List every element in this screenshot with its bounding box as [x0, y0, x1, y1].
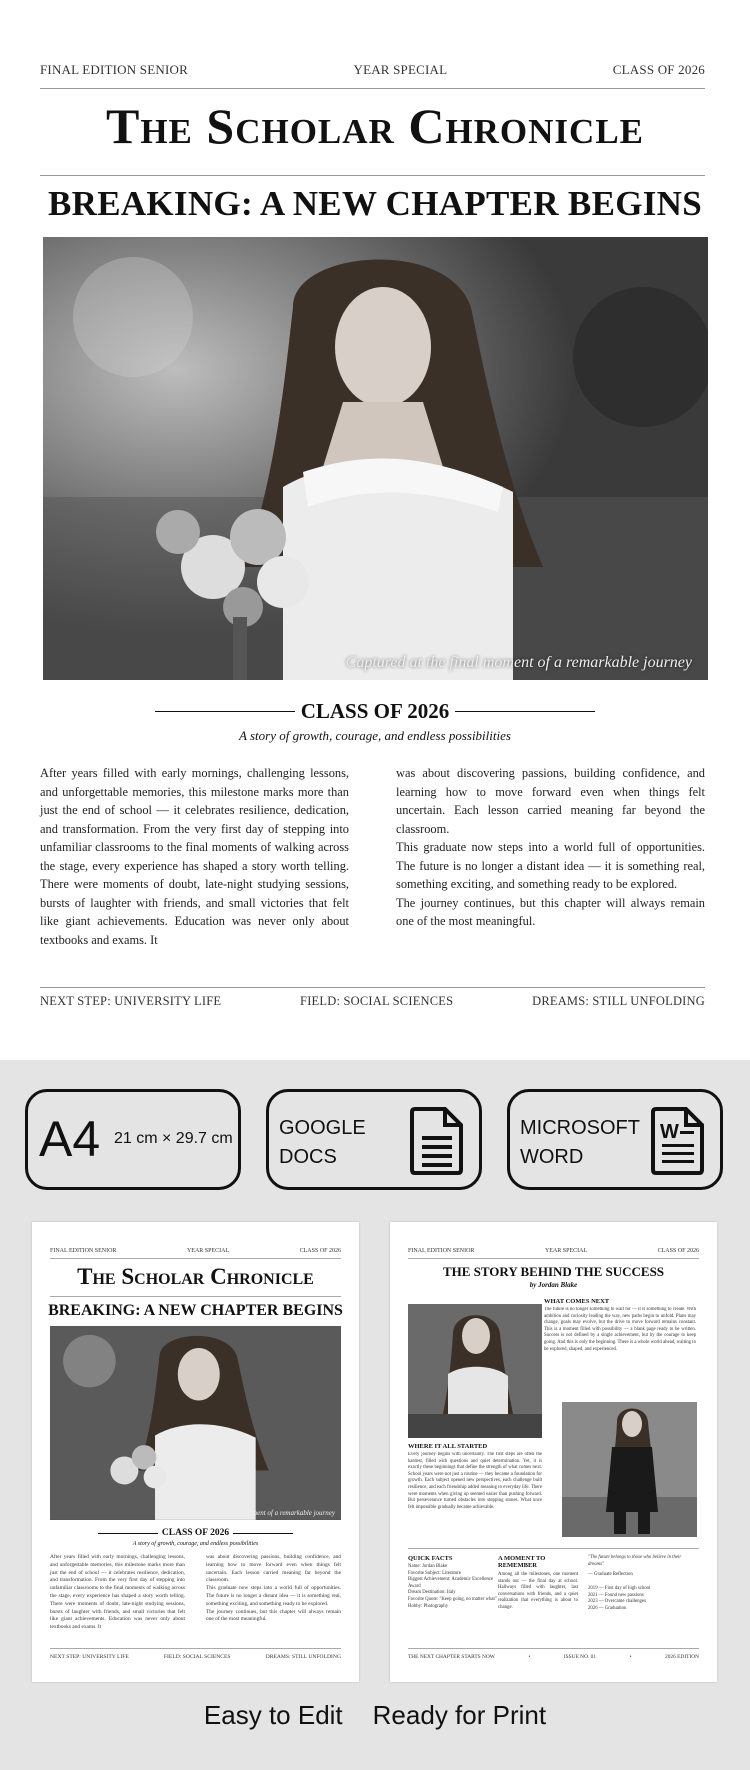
footer-left: THE NEXT CHAPTER STARTS NOW	[408, 1654, 495, 1660]
masthead: The Scholar Chronicle	[105, 98, 645, 154]
article-column-2	[396, 764, 705, 931]
feature-labels	[0, 1700, 750, 1731]
easy-to-edit-label: Easy to Edit	[203, 1700, 343, 1730]
divider	[155, 711, 295, 712]
paragraph: was about discovering passions, building confidence, and learning how to move forward even when things felt uncertain. Each lesson carried meaning far beyond the classroom.	[396, 766, 705, 836]
ready-for-print-label: Ready for Print	[372, 1700, 547, 1730]
google-docs-label	[279, 1114, 366, 1172]
word-line-1: MICROSOFT	[520, 1117, 640, 1139]
edition-line	[408, 1248, 699, 1254]
edition-line	[40, 62, 705, 78]
quote-author: — Graduate Reflection	[588, 1572, 633, 1577]
section-text: Every journey begins with uncertainty. The first steps are often the hardest, filled with questions and quiet determination. Yet, it is exactly these beginnings that define the strength of what comes next. School years were not just a routine — they became a foundation for growth. Each subject opened new perspectives, each challenge built resilience, and each friendship added meaning to everyday life. There were moments when giving up seemed easier than pushing forward. But perseverance turned obstacles into stepping stones. What once felt impossible gradually became achievable.	[408, 1452, 542, 1510]
divider	[40, 987, 705, 988]
section-heading: WHERE IT ALL STARTED	[408, 1443, 488, 1450]
edition-right: CLASS OF 2026	[657, 1248, 699, 1254]
word-line-2: WORD	[520, 1146, 584, 1168]
footer-center: ISSUE NO. 01	[563, 1654, 597, 1660]
promo-panel	[0, 1060, 750, 1770]
edition-right: CLASS OF 2026	[299, 1248, 341, 1254]
divider	[40, 175, 705, 176]
class-title: CLASS OF 2026	[161, 1528, 230, 1538]
photo-caption: Captured at the final moment of a remarkable journey	[183, 1509, 335, 1517]
a4-badge	[25, 1089, 241, 1190]
headline: BREAKING: A NEW CHAPTER BEGINS	[48, 1302, 343, 1319]
divider	[50, 1296, 341, 1297]
article-column-1: After years filled with early mornings, challenging lessons, and unforgettable memories, this milestone marks more than just the end of school — it celebrates resilience, dedication, and transformation. From the very first day of stepping into unfamiliar classrooms to the final moments of walking across the stage, every experience has shaped a story worth telling. There were moments of doubt, late-night studying sessions, bursts of laughter with friends, and small victories that felt like giant achievements. Education was never only about textbooks and exams. It	[50, 1554, 185, 1631]
edition-left: FINAL EDITION SENIOR	[40, 62, 188, 77]
footer-right: DREAMS: STILL UNFOLDING	[532, 994, 705, 1008]
edition-left: FINAL EDITION SENIOR	[408, 1248, 475, 1254]
word-document-icon	[650, 1106, 706, 1176]
article-column-2	[206, 1554, 341, 1624]
article-subtitle: A story of growth, courage, and endless possibilities	[239, 728, 511, 743]
edition-left: FINAL EDITION SENIOR	[50, 1248, 117, 1254]
edition-right: CLASS OF 2026	[612, 62, 705, 77]
footer-line	[40, 994, 705, 1009]
footer-right: 2026 EDITION	[665, 1654, 699, 1660]
paragraph: The journey continues, but this chapter will always remain one of the most meaningful.	[396, 895, 705, 928]
article-subtitle: A story of growth, courage, and endless possibilities	[132, 1541, 259, 1547]
separator-dot: •	[528, 1654, 531, 1660]
microsoft-word-badge	[507, 1089, 723, 1190]
quick-facts-heading: QUICK FACTS	[408, 1555, 453, 1562]
google-line-1: GOOGLE	[279, 1117, 366, 1139]
a4-size: 21 cm × 29.7 cm	[114, 1130, 233, 1147]
article-column-1	[40, 764, 349, 949]
google-line-2: DOCS	[279, 1146, 337, 1168]
a4-label: A4	[39, 1111, 101, 1167]
byline: by Jordan Blake	[529, 1281, 578, 1289]
section-heading: WHAT COMES NEXT	[544, 1298, 610, 1305]
quick-facts: Name: Jordan Blake Favorite Subject: Literature Biggest Achievement: Academic Excellence Award Dream Destination: Italy Favorite Quote: "Keep going, no matter what" Hobby: Photography	[408, 1564, 497, 1609]
graduate-photo	[43, 237, 708, 680]
footer-center: FIELD: SOCIAL SCIENCES	[300, 994, 454, 1008]
word-label	[520, 1114, 640, 1172]
divider	[50, 1258, 341, 1259]
divider	[98, 1533, 158, 1534]
class-title: CLASS OF 2026	[300, 699, 450, 723]
document-icon	[409, 1106, 465, 1176]
divider	[50, 1648, 341, 1649]
divider	[408, 1258, 699, 1259]
divider	[40, 88, 705, 89]
moment-text: Among all the milestones, one moment stands out — the final day at school. Hallways filled with laughter, last conversations with friends, and a quiet realization that everything is about to change.	[498, 1572, 578, 1610]
headline: BREAKING: A NEW CHAPTER BEGINS	[47, 184, 703, 223]
paragraph: was about discovering passions, building confidence, and learning how to move forward even when things felt uncertain. Each lesson carried meaning far beyond the classroom.	[206, 1554, 341, 1584]
section-text: The future is no longer something to wait for — it is something to create. With ambition and curiosity leading the way, new paths begin to unfold. Plans may change, goals may evolve, but the drive to move forward remains constant. This is a moment filled with possibility — a blank page ready to be written. Success is not defined by a single achievement, but by the courage to keep going. And this is only the beginning. There is a whole world ahead, waiting to be explored, shaped, and experienced.	[544, 1307, 696, 1352]
quote: "The future belongs to those who believe in their dreams"	[588, 1555, 682, 1567]
timeline: 2019 — First day of high school 2021 — Found new passions 2023 — Overcame challenges 2026 — Graduation	[588, 1586, 651, 1611]
word-letter: W	[660, 1121, 679, 1143]
footer-line	[408, 1654, 699, 1660]
class-heading	[0, 699, 750, 724]
separator-dot: •	[629, 1654, 632, 1660]
divider	[408, 1648, 699, 1649]
paragraph: The journey continues, but this chapter will always remain one of the most meaningful.	[206, 1608, 341, 1623]
google-docs-badge	[266, 1089, 482, 1190]
paragraph: After years filled with early mornings, challenging lessons, and unforgettable memories, this milestone marks more than just the end of school — it celebrates resilience, dedication, and transformation. From the very first day of stepping into unfamiliar classrooms to the final moments of walking across the stage, every experience has shaped a story worth telling. There were moments of doubt, late-night studying sessions, bursts of laughter with friends, and small victories that felt like giant achievements. Education was never only about textbooks and exams. It	[40, 766, 349, 947]
divider	[455, 711, 595, 712]
edition-center: YEAR SPECIAL	[353, 62, 448, 77]
page-preview-1	[32, 1222, 359, 1682]
footer-left: NEXT STEP: UNIVERSITY LIFE	[50, 1654, 129, 1660]
footer-left: NEXT STEP: UNIVERSITY LIFE	[40, 994, 222, 1008]
graduate-photo-classroom	[408, 1304, 542, 1438]
paragraph: This graduate now steps into a world full of opportunities. The future is no longer a distant idea — it is something real, something exciting, and something ready to be explored.	[396, 840, 705, 891]
divider	[408, 1548, 699, 1549]
page-preview-2	[390, 1222, 717, 1682]
edition-center: YEAR SPECIAL	[544, 1248, 588, 1254]
story-title: THE STORY BEHIND THE SUCCESS	[442, 1264, 665, 1279]
moment-heading: A MOMENT TO REMEMBER	[498, 1555, 546, 1569]
footer-center: FIELD: SOCIAL SCIENCES	[163, 1654, 231, 1660]
graduate-photo	[50, 1326, 341, 1520]
photo-caption: Captured at the final moment of a remarkable journey	[345, 654, 692, 671]
masthead: The Scholar Chronicle	[77, 1264, 314, 1289]
footer-right: DREAMS: STILL UNFOLDING	[265, 1654, 341, 1660]
divider	[233, 1533, 293, 1534]
graduate-photo-suit	[562, 1402, 697, 1537]
edition-line	[50, 1248, 341, 1254]
paragraph: This graduate now steps into a world full of opportunities. The future is no longer a distant idea — it is something real, something exciting, and something ready to be explored.	[206, 1585, 341, 1607]
class-heading	[32, 1528, 359, 1538]
footer-line	[50, 1654, 341, 1660]
edition-center: YEAR SPECIAL	[186, 1248, 230, 1254]
